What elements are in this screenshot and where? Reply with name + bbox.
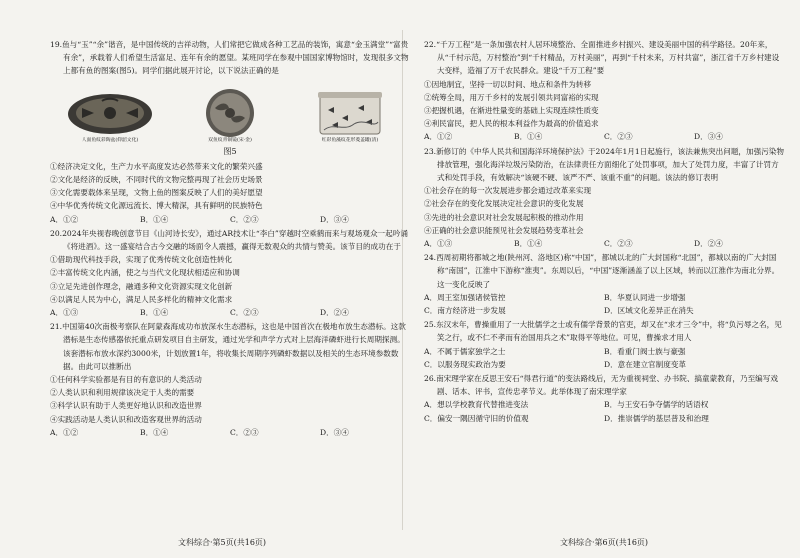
left-page-footer: 文科综合·第5页(共16页) (178, 538, 267, 547)
question-24-stem: 24.西周初期将都城之地(陕州河、洛地区)称“中国”，都城以北的广大封国称“北国”，都城以南的广大封国称“南国”，江淮中下游称“淮夷”。东周以后，“中国”逐渐涵盖了以上区域，转而以江淮作为南北分界。这一变化反映了 (424, 253, 780, 289)
q23-option-3: ③先进的社会意识对社会发展起积极的推动作用 (424, 212, 584, 222)
question-24 (424, 251, 784, 317)
q20-choice-a[interactable]: A．①③ (50, 308, 79, 318)
q24-choice-d[interactable]: D．区域文化差异正在消失 (604, 306, 694, 316)
q23-choice-c[interactable]: C．②③ (604, 239, 633, 249)
question-20 (50, 227, 410, 319)
figure-5-label-3: 红彩鱼藻纹花形菱盖罐(清) (321, 137, 379, 143)
painted-pottery-basin-image (66, 92, 154, 138)
q24-choice-b[interactable]: B．华夏认同进一步增强 (604, 292, 686, 302)
figure-5-item-3 (300, 92, 400, 144)
q19-choice-c[interactable]: C．②③ (230, 214, 259, 224)
q21-option-3: ③科学认识有助于人类更好地认识和改造世界 (50, 401, 202, 411)
q23-option-2: ②社会存在的变化发展决定社会意识的变化发展 (424, 199, 584, 209)
q25-choice-a[interactable]: A．不属于儒家独学之士 (424, 346, 506, 356)
q21-option-1: ①任何科学实验都是有目的有意识的人类活动 (50, 375, 202, 385)
q22-option-2: ②统筹全局，用万千乡村的发展引领共同富裕的实现 (424, 92, 599, 102)
q26-choice-a[interactable]: A．想以学校教育代替推进变法 (424, 400, 529, 410)
q19-option-3: ③文化需要载体来呈现，文物上鱼的图案反映了人们的美好愿望 (50, 188, 263, 198)
q19-option-2: ②文化是经济的反映，不同时代的文物完整再现了社会历史场景 (50, 175, 263, 185)
question-21 (50, 320, 410, 439)
question-19 (50, 38, 410, 226)
q22-option-1: ①因地制宜，坚持一切以时间、地点和条件为转移 (424, 79, 592, 89)
q23-choice-a[interactable]: A．①③ (424, 239, 453, 249)
q23-choice-b[interactable]: B．①④ (514, 239, 543, 249)
question-22-stem: 22.“千万工程”是一条加强农村人居环境整治、全面推进乡村振兴、建设美丽中国的科学路径。20年来，从“千村示范，万村整治”到“千村精品，万村美丽”，再到“千村未来，万村共富”，浙江省千万乡村建设大变样，造福了万千农民群众。建设“千万工程”要 (424, 40, 780, 76)
q25-answer-choices (424, 345, 784, 371)
q21-choice-c[interactable]: C．②③ (230, 427, 259, 437)
q23-option-1: ①社会存在的每一次发展进步都会通过改革来实现 (424, 186, 592, 196)
q26-choice-b[interactable]: B．与王安石争夺儒学的话语权 (604, 400, 709, 410)
lidded-jar-image (314, 92, 386, 138)
question-21-stem: 21.中国第40次南极考察队在阿蒙森海成功布放深水生态潜标，这也是中国首次在极地布放生态潜标。这款潜标是生态传感器依托重点研发项目自主研发，通过光学和声学方式对上层海洋磷虾进行长周期探测。该套潜标布放水深约3000米，计划放置1年，将收集长周期序列磷虾数据以及相关的生态环境参数数据。由此可以推断出 (50, 322, 406, 371)
q20-option-1: ①借助现代科技手段，实现了优秀传统文化创造性转化 (50, 255, 233, 265)
question-22 (424, 38, 784, 144)
q19-option-4: ④中华优秀传统文化源远流长、博大精深，具有鲜明的民族特色 (50, 201, 263, 211)
q22-option-4: ④利民富民，把人民的根本利益作为最高的价值追求 (424, 119, 599, 129)
q19-choice-a[interactable]: A．①② (50, 214, 79, 224)
q26-answer-choices (424, 398, 784, 424)
figure-5-item-1 (60, 92, 160, 144)
q23-choice-d[interactable]: D．②④ (694, 239, 723, 249)
q19-answer-choices (50, 213, 410, 226)
q22-choice-a[interactable]: A．①② (424, 132, 453, 142)
q25-choice-d[interactable]: D．意在建立官制度变革 (604, 359, 687, 369)
figure-5-item-2 (180, 88, 280, 144)
question-23-stem: 23.新修订的《中华人民共和国海洋环境保护法》于2024年1月1日起施行，该法兼焦突出问题，加强污染物排放管理，强化海洋垃圾污染防治，在法律责任方面细化了处罚事项，加大了处罚力度，丰富了计罚方式和处罚手段，有效解决“该硬不硬、该严不严、该重不重”的问题。该法的修订表明 (424, 146, 784, 183)
figure-5-caption: 图5 (223, 146, 237, 156)
q21-choice-b[interactable]: B．①④ (140, 427, 169, 437)
q24-choice-c[interactable]: C．南方经济进一步发展 (424, 306, 506, 316)
question-26-stem: 26.南宋理学家在反思王安石“得君行道”的变法路线后，无为重视祠堂、办书院、搞童蒙教育，乃至编写戏剧、话本、评书，宣传忠孝节义。此举体现了南宋理学家 (424, 374, 778, 397)
q20-choice-d[interactable]: D．②④ (320, 308, 349, 318)
q25-choice-c[interactable]: C．以服务现实政治为要 (424, 359, 506, 369)
q20-option-3: ③立足先进创作理念，融通多种文化资源实现文化创新 (50, 281, 233, 291)
figure-5 (50, 82, 410, 144)
q20-option-2: ②丰富传统文化内涵，使之与当代文化现状相适应和协调 (50, 268, 240, 278)
question-26 (424, 372, 784, 425)
q22-answer-choices (424, 130, 784, 143)
q20-choice-b[interactable]: B．①④ (140, 308, 169, 318)
question-19-stem: 19.鱼与“玉”“余”谐音，是中国传统的吉祥动物，人们常把它做成各种工艺品的装饰，寓意“金玉满堂”“富贵有余”，承载着人们希望生活富足、连年有余的愿望。某班同学在参观中国国家博物馆时，发现很多文物上都有鱼的图案(图5)。同学们据此展开讨论，以下说法正确的是 (50, 40, 409, 76)
q21-answer-choices (50, 426, 410, 439)
question-25 (424, 318, 784, 371)
q21-choice-a[interactable]: A．①② (50, 427, 79, 437)
q21-choice-d[interactable]: D．③④ (320, 427, 349, 437)
right-page-footer: 文科综合·第6页(共16页) (560, 538, 649, 547)
q20-answer-choices (50, 306, 410, 319)
q22-choice-b[interactable]: B．①④ (514, 132, 543, 142)
figure-5-label-1: 人面鱼纹彩陶盆(仰韶文化) (81, 137, 139, 143)
q24-answer-choices (424, 291, 784, 317)
right-page-column (424, 38, 784, 426)
question-20-stem: 20.2024年央视春晚创意节目《山河诗长安》，通过AR技术让“李白”穿越时空乘鹤而来与观场观众一起吟诵《将进酒》。这一盛宴结合古今交融的场面令人震撼，赢得无数观众的共情与赞美。该节目的成功在于 (50, 228, 408, 252)
question-25-stem: 25.东汉末年，曹操重用了一大批儒学之士或有儒学背景的官吏，却又在“求才三令”中，将“负污辱之名，见笑之行，或不仁不孝而有治国用兵之术”取得平等地位。可见，曹操求才用人 (424, 320, 782, 343)
q25-choice-b[interactable]: B．看重门阀士族与豪强 (604, 346, 686, 356)
q20-choice-c[interactable]: C．②③ (230, 308, 259, 318)
q19-choice-d[interactable]: D．③④ (320, 214, 349, 224)
q21-option-4: ④实践活动是人类认识和改造客观世界的活动 (50, 414, 202, 424)
bronze-mirror-image (205, 88, 255, 138)
question-23 (424, 145, 784, 251)
q22-choice-c[interactable]: C．②③ (604, 132, 633, 142)
q21-option-2: ②人类认识和利用规律该决定于人类的需要 (50, 388, 195, 398)
q26-choice-c[interactable]: C．偏安一隅因循守旧的价值观 (424, 413, 529, 423)
q23-option-4: ④正确的社会意识能预见社会发展趋势变革社会 (424, 225, 584, 235)
q24-choice-a[interactable]: A．周王室加强诸侯管控 (424, 292, 506, 302)
figure-5-label-2: 双鱼纹青铜镜(宋·金) (208, 137, 252, 143)
q20-option-4: ④以满足人民为中心，满足人民多样化的精神文化需求 (50, 294, 233, 304)
q23-answer-choices (424, 237, 784, 250)
left-page-column (50, 38, 410, 440)
q19-option-1: ①经济决定文化，生产力水平高度发达必然带来文化的繁荣兴盛 (50, 161, 263, 171)
q22-choice-d[interactable]: D．③④ (694, 132, 723, 142)
q22-option-3: ③把握机遇，在渐进性量变的基础上实现连续性质变 (424, 106, 599, 116)
q19-choice-b[interactable]: B．①④ (140, 214, 169, 224)
q26-choice-d[interactable]: D．推崇儒学的基层普及和治理 (604, 413, 709, 423)
